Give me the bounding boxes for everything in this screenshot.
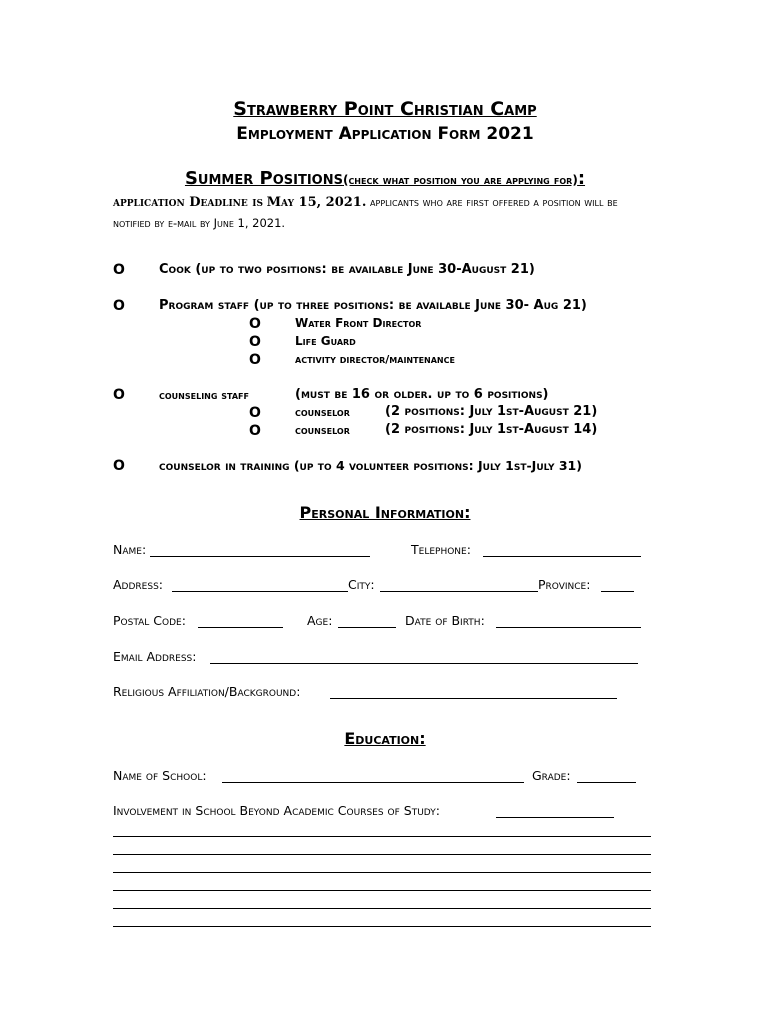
cit-checkbox[interactable]: O — [113, 458, 125, 474]
involvement-line-1[interactable] — [113, 836, 651, 837]
email-label: Email Address: — [113, 649, 197, 664]
program-staff-position: Program staff (up to three positions: be available June 30- Aug 21) — [159, 298, 587, 313]
grade-label: Grade: — [532, 768, 571, 783]
telephone-label: Telephone: — [411, 542, 471, 557]
camp-name: Strawberry Point Christian Camp — [233, 98, 537, 120]
involvement-label: Involvement in School Beyond Academic Courses of Study: — [113, 803, 440, 818]
waterfront-checkbox[interactable]: O — [249, 316, 261, 332]
telephone-field[interactable] — [483, 556, 641, 557]
lifeguard-position: Life Guard — [295, 334, 356, 348]
religious-field[interactable] — [330, 698, 617, 699]
involvement-line-2[interactable] — [113, 854, 651, 855]
school-field[interactable] — [222, 782, 524, 783]
involvement-field[interactable] — [496, 817, 614, 818]
email-field[interactable] — [210, 663, 638, 664]
province-label: Province: — [538, 577, 591, 592]
counseling-checkbox[interactable]: O — [113, 387, 125, 403]
program-staff-checkbox[interactable]: O — [113, 298, 125, 314]
dob-label: Date of Birth: — [405, 613, 485, 628]
city-field[interactable] — [380, 591, 538, 592]
positions-heading — [0, 168, 770, 189]
activity-director-position: activity director/maintenance — [295, 353, 455, 366]
counselor-1-label: counselor — [295, 406, 350, 419]
postal-code-field[interactable] — [198, 627, 283, 628]
counseling-staff-label: counseling staff — [159, 389, 249, 402]
grade-field[interactable] — [577, 782, 636, 783]
counseling-detail: (must be 16 or older. up to 6 positions) — [295, 387, 549, 402]
involvement-line-4[interactable] — [113, 890, 651, 891]
counselor-2-detail: (2 positions: July 1st-August 14) — [385, 422, 598, 437]
counselor-2-checkbox[interactable]: O — [249, 423, 261, 439]
age-field[interactable] — [338, 627, 396, 628]
involvement-line-3[interactable] — [113, 872, 651, 873]
deadline-date: May 15, 2021. — [266, 195, 367, 210]
address-field[interactable] — [172, 591, 348, 592]
deadline-label: application Deadline is — [113, 195, 263, 210]
waterfront-position: Water Front Director — [295, 316, 422, 330]
involvement-line-6[interactable] — [113, 926, 651, 927]
dob-field[interactable] — [496, 627, 641, 628]
positions-hint: (check what position you are applying for) — [342, 173, 578, 187]
positions-colon: : — [577, 168, 586, 189]
religious-label: Religious Affiliation/Background: — [113, 684, 301, 699]
name-label: Name: — [113, 542, 147, 557]
education-heading: Education: — [344, 729, 426, 748]
name-field[interactable] — [150, 556, 370, 557]
personal-info-heading: Personal Information: — [299, 503, 471, 522]
deadline-note — [113, 192, 653, 233]
age-label: Age: — [307, 613, 333, 628]
deadline-text: applicants who are first offered a position will be notified by e-mail by June 1, 2021. — [113, 195, 618, 230]
postal-code-label: Postal Code: — [113, 613, 186, 628]
lifeguard-checkbox[interactable]: O — [249, 334, 261, 350]
school-label: Name of School: — [113, 768, 207, 783]
activity-director-checkbox[interactable]: O — [249, 352, 261, 368]
counselor-1-checkbox[interactable]: O — [249, 405, 261, 421]
form-title: Employment Application Form 2021 — [236, 124, 534, 144]
city-label: City: — [348, 577, 375, 592]
province-field[interactable] — [601, 591, 634, 592]
cook-checkbox[interactable]: O — [113, 262, 125, 278]
address-label: Address: — [113, 577, 163, 592]
counselor-1-detail: (2 positions: July 1st-August 21) — [385, 404, 598, 419]
involvement-line-5[interactable] — [113, 908, 651, 909]
cit-position: counselor in training (up to 4 volunteer positions: July 1st-July 31) — [159, 458, 582, 473]
cook-position: Cook (up to two positions: be available June 30-August 21) — [159, 262, 535, 277]
counselor-2-label: counselor — [295, 424, 350, 437]
positions-heading-text: Summer Positions — [184, 168, 343, 189]
